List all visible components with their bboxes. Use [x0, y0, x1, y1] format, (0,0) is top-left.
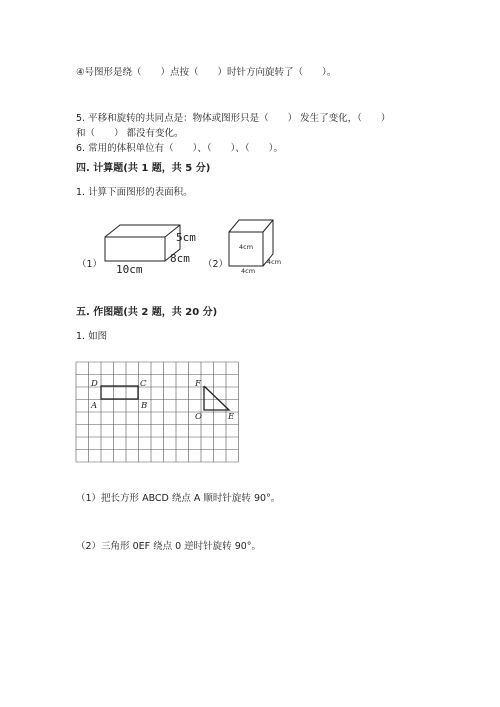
section5-task2-text: （2）三角形 0EF 绕点 0 逆时针旋转 90°。	[76, 541, 262, 552]
grid-label-o: O	[195, 412, 202, 422]
grid-label-d: D	[91, 379, 98, 389]
section5-task1-text: （1）把长方形 ABCD 绕点 A 顺时针旋转 90°。	[76, 493, 281, 504]
grid-label-c: C	[140, 379, 147, 389]
figure2-index: （2）	[203, 259, 229, 270]
grid-label-a: A	[91, 401, 98, 411]
grid-label-f: F	[195, 379, 201, 389]
q5-line2-text: 和（ ） 都没有变化。	[76, 128, 184, 139]
rectangle-abcd	[101, 386, 138, 399]
q6-text: 6. 常用的体积单位有（ ）、（ ）、（ ）。	[76, 143, 283, 154]
q5-line1-text: 5. 平移和旋转的共同点是：物体或图形只是（ ） 发生了变化，（ ）	[76, 113, 391, 124]
section4-heading: 四. 计算题(共 1 题，共 5 分)	[76, 163, 211, 174]
section5-heading: 五. 作图题(共 2 题，共 20 分)	[76, 307, 218, 318]
grid-label-b: B	[141, 401, 148, 411]
figure1-index: （1）	[77, 259, 103, 270]
section5-q1-text: 1. 如图	[76, 331, 108, 342]
figure1-height-label: 5cm	[176, 231, 196, 244]
triangle-oef	[204, 386, 229, 410]
section4-q1-text: 1. 计算下面图形的表面积。	[76, 187, 193, 198]
grid-label-e: E	[228, 412, 235, 422]
figure1-width-label: 8cm	[170, 252, 190, 265]
figure2-front-label: 4cm	[239, 243, 254, 251]
figure2-side-label: 4cm	[267, 258, 282, 266]
figure1-length-label: 10cm	[116, 263, 143, 276]
q4-rotation-text: ④号图形是绕（ ）点按（ ）时针方向旋转了（ ）。	[76, 67, 337, 78]
figure2-bottom-label: 4cm	[241, 267, 256, 275]
